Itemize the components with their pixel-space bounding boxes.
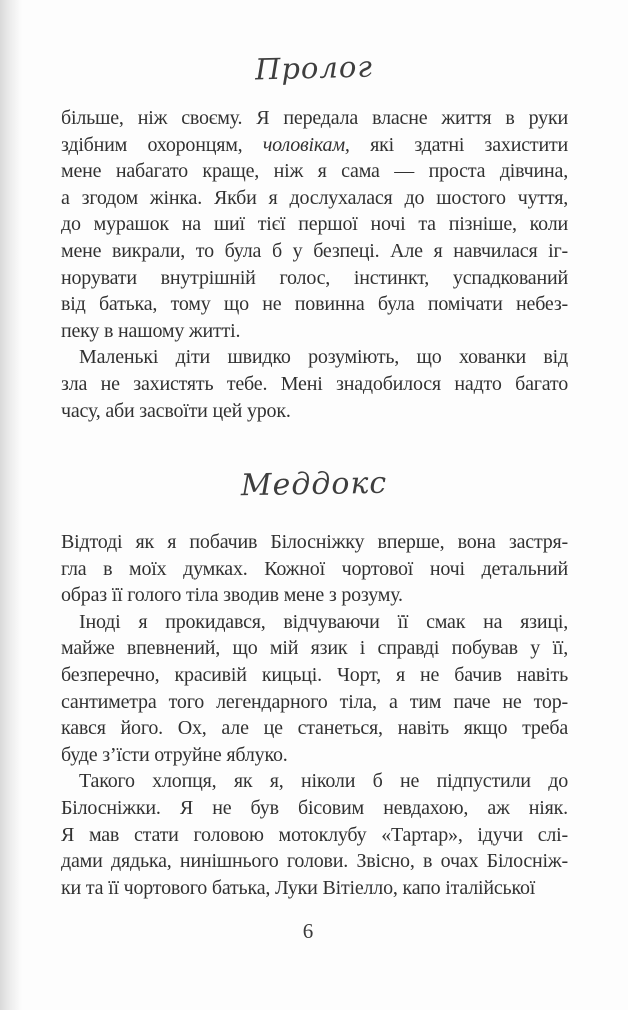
body-text: Відтоді як я побачив Білосніжку вперше, вона застря-: [61, 531, 568, 553]
text-line: [61, 265, 568, 292]
emphasized-text: чоловікам,: [262, 133, 350, 156]
text-line: [61, 318, 568, 345]
prologue-paragraphs: [61, 105, 568, 424]
body-text: здібним охоронцям,: [61, 133, 263, 156]
text-line: [61, 822, 568, 849]
text-line: [61, 185, 568, 212]
text-line: [61, 795, 568, 822]
text-line: [61, 848, 568, 875]
body-text: Такого хлопця, як я, ніколи б не підпустили до: [79, 770, 568, 793]
body-text: до мурашок на шиї тієї першої ночі та пізніше, коли: [61, 213, 568, 236]
text-line: [61, 371, 568, 398]
body-text: образ її голого тіла зводив мене з розуму.: [61, 584, 403, 607]
text-line: [61, 662, 568, 689]
text-line: [61, 344, 568, 371]
body-text: Маленькі діти швидко розуміють, що хованки від: [79, 346, 568, 369]
body-text: Білосніжки. Я не був бісовим невдахою, аж ніяк.: [61, 796, 568, 819]
body-text: кався його. Ох, але це станеться, навіть якщо треба: [61, 717, 568, 740]
body-text: гла в моїх думках. Кожної чортової ночі детальний: [61, 557, 568, 580]
body-text: ки та її чортового батька, Луки Вітіелло, капо італійської: [61, 876, 536, 899]
body-text: часу, аби засвоїти цей урок.: [61, 399, 291, 422]
body-text: безперечно, красивій кицьці. Чорт, я не бачив навіть: [61, 663, 568, 686]
body-text: дами дядька, нинішнього голови. Звісно, в очах Білосніж-: [61, 850, 568, 873]
body-text: мене викрали, то була б у безпеці. Але я навчилася іг-: [61, 239, 568, 262]
text-line: [61, 158, 568, 185]
text-line: [61, 875, 568, 902]
text-line: [61, 635, 568, 662]
page-number: 6: [302, 919, 314, 943]
text-line: [61, 105, 568, 132]
body-text: сантиметра того легендарного тіла, а тим паче не тор-: [61, 690, 568, 713]
text-line: [61, 768, 568, 795]
body-text: зла не захистять тебе. Мені знадобилося надто багато: [61, 372, 568, 395]
body-text: майже впевнений, що мій язик і справді побував у її,: [61, 637, 568, 660]
body-text: від батька, тому що не повинна була помічати небез-: [61, 293, 568, 316]
text-line: [61, 582, 568, 609]
maddox-paragraphs: [61, 529, 568, 901]
text-line: [61, 398, 568, 425]
body-text: мене набагато краще, ніж я сама — проста дівчина,: [61, 160, 568, 183]
body-text: норувати внутрішній голос, інстинкт, успадкований: [61, 266, 568, 289]
body-text: пеку в нашому житті.: [61, 319, 241, 342]
text-line: [61, 689, 568, 716]
body-text: які здатні захистити: [349, 133, 568, 156]
body-text: а згодом жінка. Якби я дослухалася до шостого чуття,: [61, 186, 568, 209]
text-line: [61, 529, 568, 556]
text-line: [61, 742, 568, 769]
body-text: Я мав стати головою мотоклубу «Тартар», ідучи слі-: [61, 823, 568, 846]
section-heading: Меддокс: [240, 465, 388, 504]
text-line: [61, 132, 568, 159]
chapter-heading: Пролог: [254, 49, 374, 87]
body-text: Іноді я прокидався, відчуваючи її смак на язиці,: [79, 610, 568, 633]
body-text: буде з’їсти отруйне яблуко.: [61, 743, 288, 766]
text-line: [61, 211, 568, 238]
text-line: [61, 238, 568, 265]
body-text: більше, ніж своєму. Я передала власне життя в руки: [61, 107, 568, 129]
text-line: [61, 715, 568, 742]
text-line: [61, 556, 568, 583]
text-line: [61, 609, 568, 636]
text-line: [61, 291, 568, 318]
